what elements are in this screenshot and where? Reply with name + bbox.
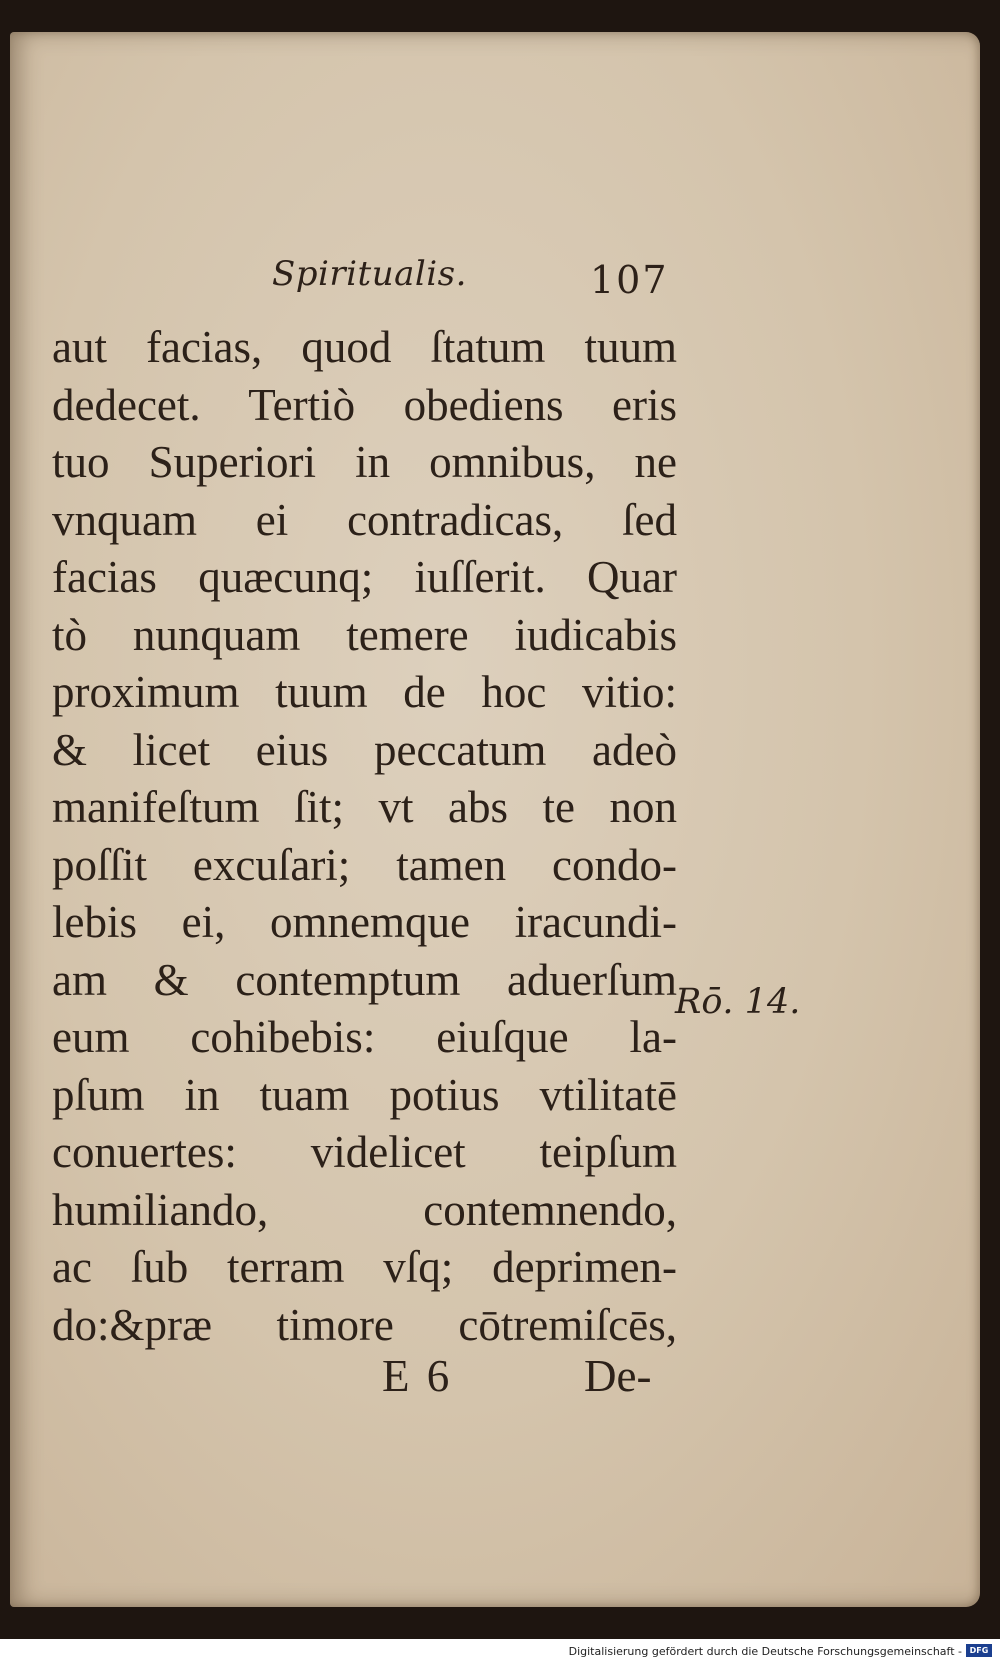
text-line: vnquam ei contradicas, ſed <box>52 494 677 545</box>
marginal-note: Rō. 14. <box>675 982 801 1022</box>
running-head: Spiritualis. <box>272 254 467 294</box>
text-line: lebis ei, omnemque iracundi- <box>52 897 677 947</box>
text-line: pſum in tuam potius vtilitatē <box>52 1069 677 1120</box>
footer-credit: Digitalisierung gefördert durch die Deutsche Forschungsgemeinschaft - <box>568 1645 962 1658</box>
dfg-logo-icon: DFG <box>966 1644 992 1657</box>
text-line: conuertes: videlicet teipſum <box>52 1127 677 1177</box>
footer-bar <box>0 1639 1000 1661</box>
book-page <box>10 32 980 1607</box>
text-line: facias quæcunq; iuſſerit. Quar <box>52 552 677 602</box>
text-line: manifeſtum ſit; vt abs te non <box>52 782 677 832</box>
text-line: proximum tuum de hoc vitio: <box>52 667 677 717</box>
text-line: eum cohibebis: eiuſque la- <box>52 1012 677 1062</box>
text-line: & licet eius peccatum adeò <box>52 724 677 775</box>
text-line: humiliando, contemnendo, <box>52 1184 677 1235</box>
body-text <box>52 319 677 1354</box>
text-line: tuo Superiori in omnibus, ne <box>52 437 677 487</box>
text-line: tò nunquam temere iudicabis <box>52 609 677 660</box>
text-line: do:&præ timore cōtremiſcēs, <box>52 1299 677 1350</box>
text-line: dedecet. Tertiò obediens eris <box>52 379 677 430</box>
signature-mark: E 6 <box>382 1351 450 1401</box>
text-line: poſſit excuſari; tamen condo- <box>52 839 677 890</box>
catchword: De- <box>584 1351 652 1401</box>
text-line: aut facias, quod ſtatum tuum <box>52 322 677 372</box>
text-line: am & contemptum aduerſum <box>52 954 677 1005</box>
page-number: 107 <box>590 258 669 302</box>
text-line: ac ſub terram vſq; deprimen- <box>52 1242 677 1292</box>
